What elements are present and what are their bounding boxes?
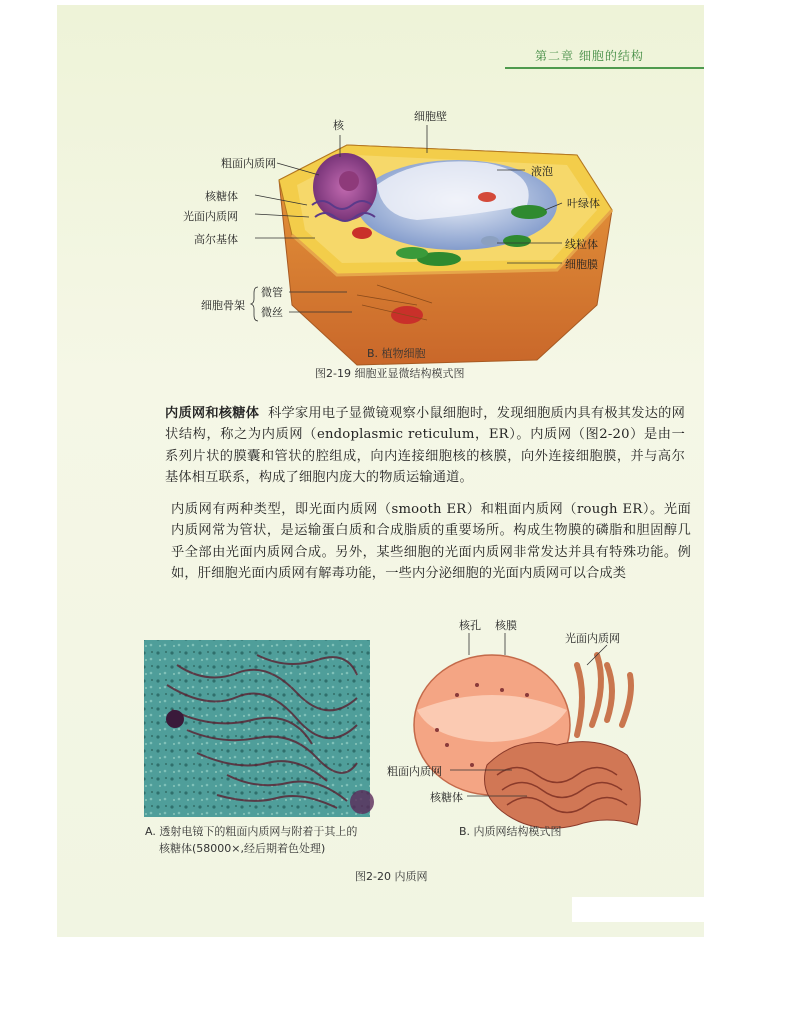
label-cytoskeleton: 细胞骨架	[201, 299, 245, 312]
label-smooth-er: 光面内质网	[183, 210, 238, 223]
paragraph-1-text: 科学家用电子显微镜观察小鼠细胞时，发现细胞质内具有极其发达的网状结构，称之为内质网（endoplasmic reticulum，ER）。内质网（图2-20）是由一系列片状的膜囊和管状的腔组成，向内连接细胞核的核膜，向外连接细胞膜，并与高尔基体相互联系，构成了细胞内庞大的物质运输通道。	[165, 406, 685, 486]
label-microfilament: 微丝	[261, 306, 283, 319]
label-rough-er: 粗面内质网	[221, 157, 276, 170]
label-cell-wall: 细胞壁	[414, 110, 447, 123]
blank-corner	[572, 897, 704, 922]
textbook-page	[57, 5, 704, 937]
label-cell-membrane: 细胞膜	[565, 258, 598, 271]
label-ribosome-2: 核糖体	[430, 791, 463, 804]
figure-2-20a-caption-line1: A. 透射电镜下的粗面内质网与附着于其上的	[145, 825, 358, 838]
figure-2-20-caption: 图2-20 内质网	[355, 870, 428, 883]
figure-2-19-subcaption: B. 植物细胞	[367, 347, 426, 360]
label-ribosome: 核糖体	[205, 190, 238, 203]
label-microtubule: 微管	[261, 286, 283, 299]
figure-2-19-caption: 图2-19 细胞亚显微结构模式图	[315, 367, 465, 380]
label-golgi: 高尔基体	[194, 233, 238, 246]
label-nucleus: 核	[333, 119, 344, 132]
label-nuclear-pore: 核孔	[459, 619, 481, 632]
paragraph-er-types	[171, 499, 691, 585]
label-vacuole: 液泡	[531, 165, 553, 178]
label-smooth-er-2: 光面内质网	[565, 632, 620, 645]
section-heading: 内质网和核糖体	[165, 406, 260, 421]
label-mitochondria: 线粒体	[565, 238, 598, 251]
label-nuclear-membrane: 核膜	[495, 619, 517, 632]
chapter-header: 第二章 细胞的结构	[535, 49, 644, 63]
paragraph-2-text: 内质网有两种类型，即光面内质网（smooth ER）和粗面内质网（rough ER）。光面内质网常为管状，是运输蛋白质和合成脂质的重要场所。构成生物膜的磷脂和胆固醇几乎全部由光面内质网合成。另外，某些细胞的光面内质网非常发达并具有特殊功能。例如，肝细胞光面内质网有解毒功能，一些内分泌细胞的光面内质网可以合成类	[171, 502, 691, 582]
label-chloroplast: 叶绿体	[567, 197, 600, 210]
figure-2-20b-caption: B. 内质网结构模式图	[459, 825, 562, 838]
paragraph-er-ribosome	[165, 403, 685, 489]
label-rough-er-2: 粗面内质网	[387, 765, 442, 778]
figure-2-20a-caption-line2: 核糖体(58000×,经后期着色处理)	[159, 842, 326, 855]
